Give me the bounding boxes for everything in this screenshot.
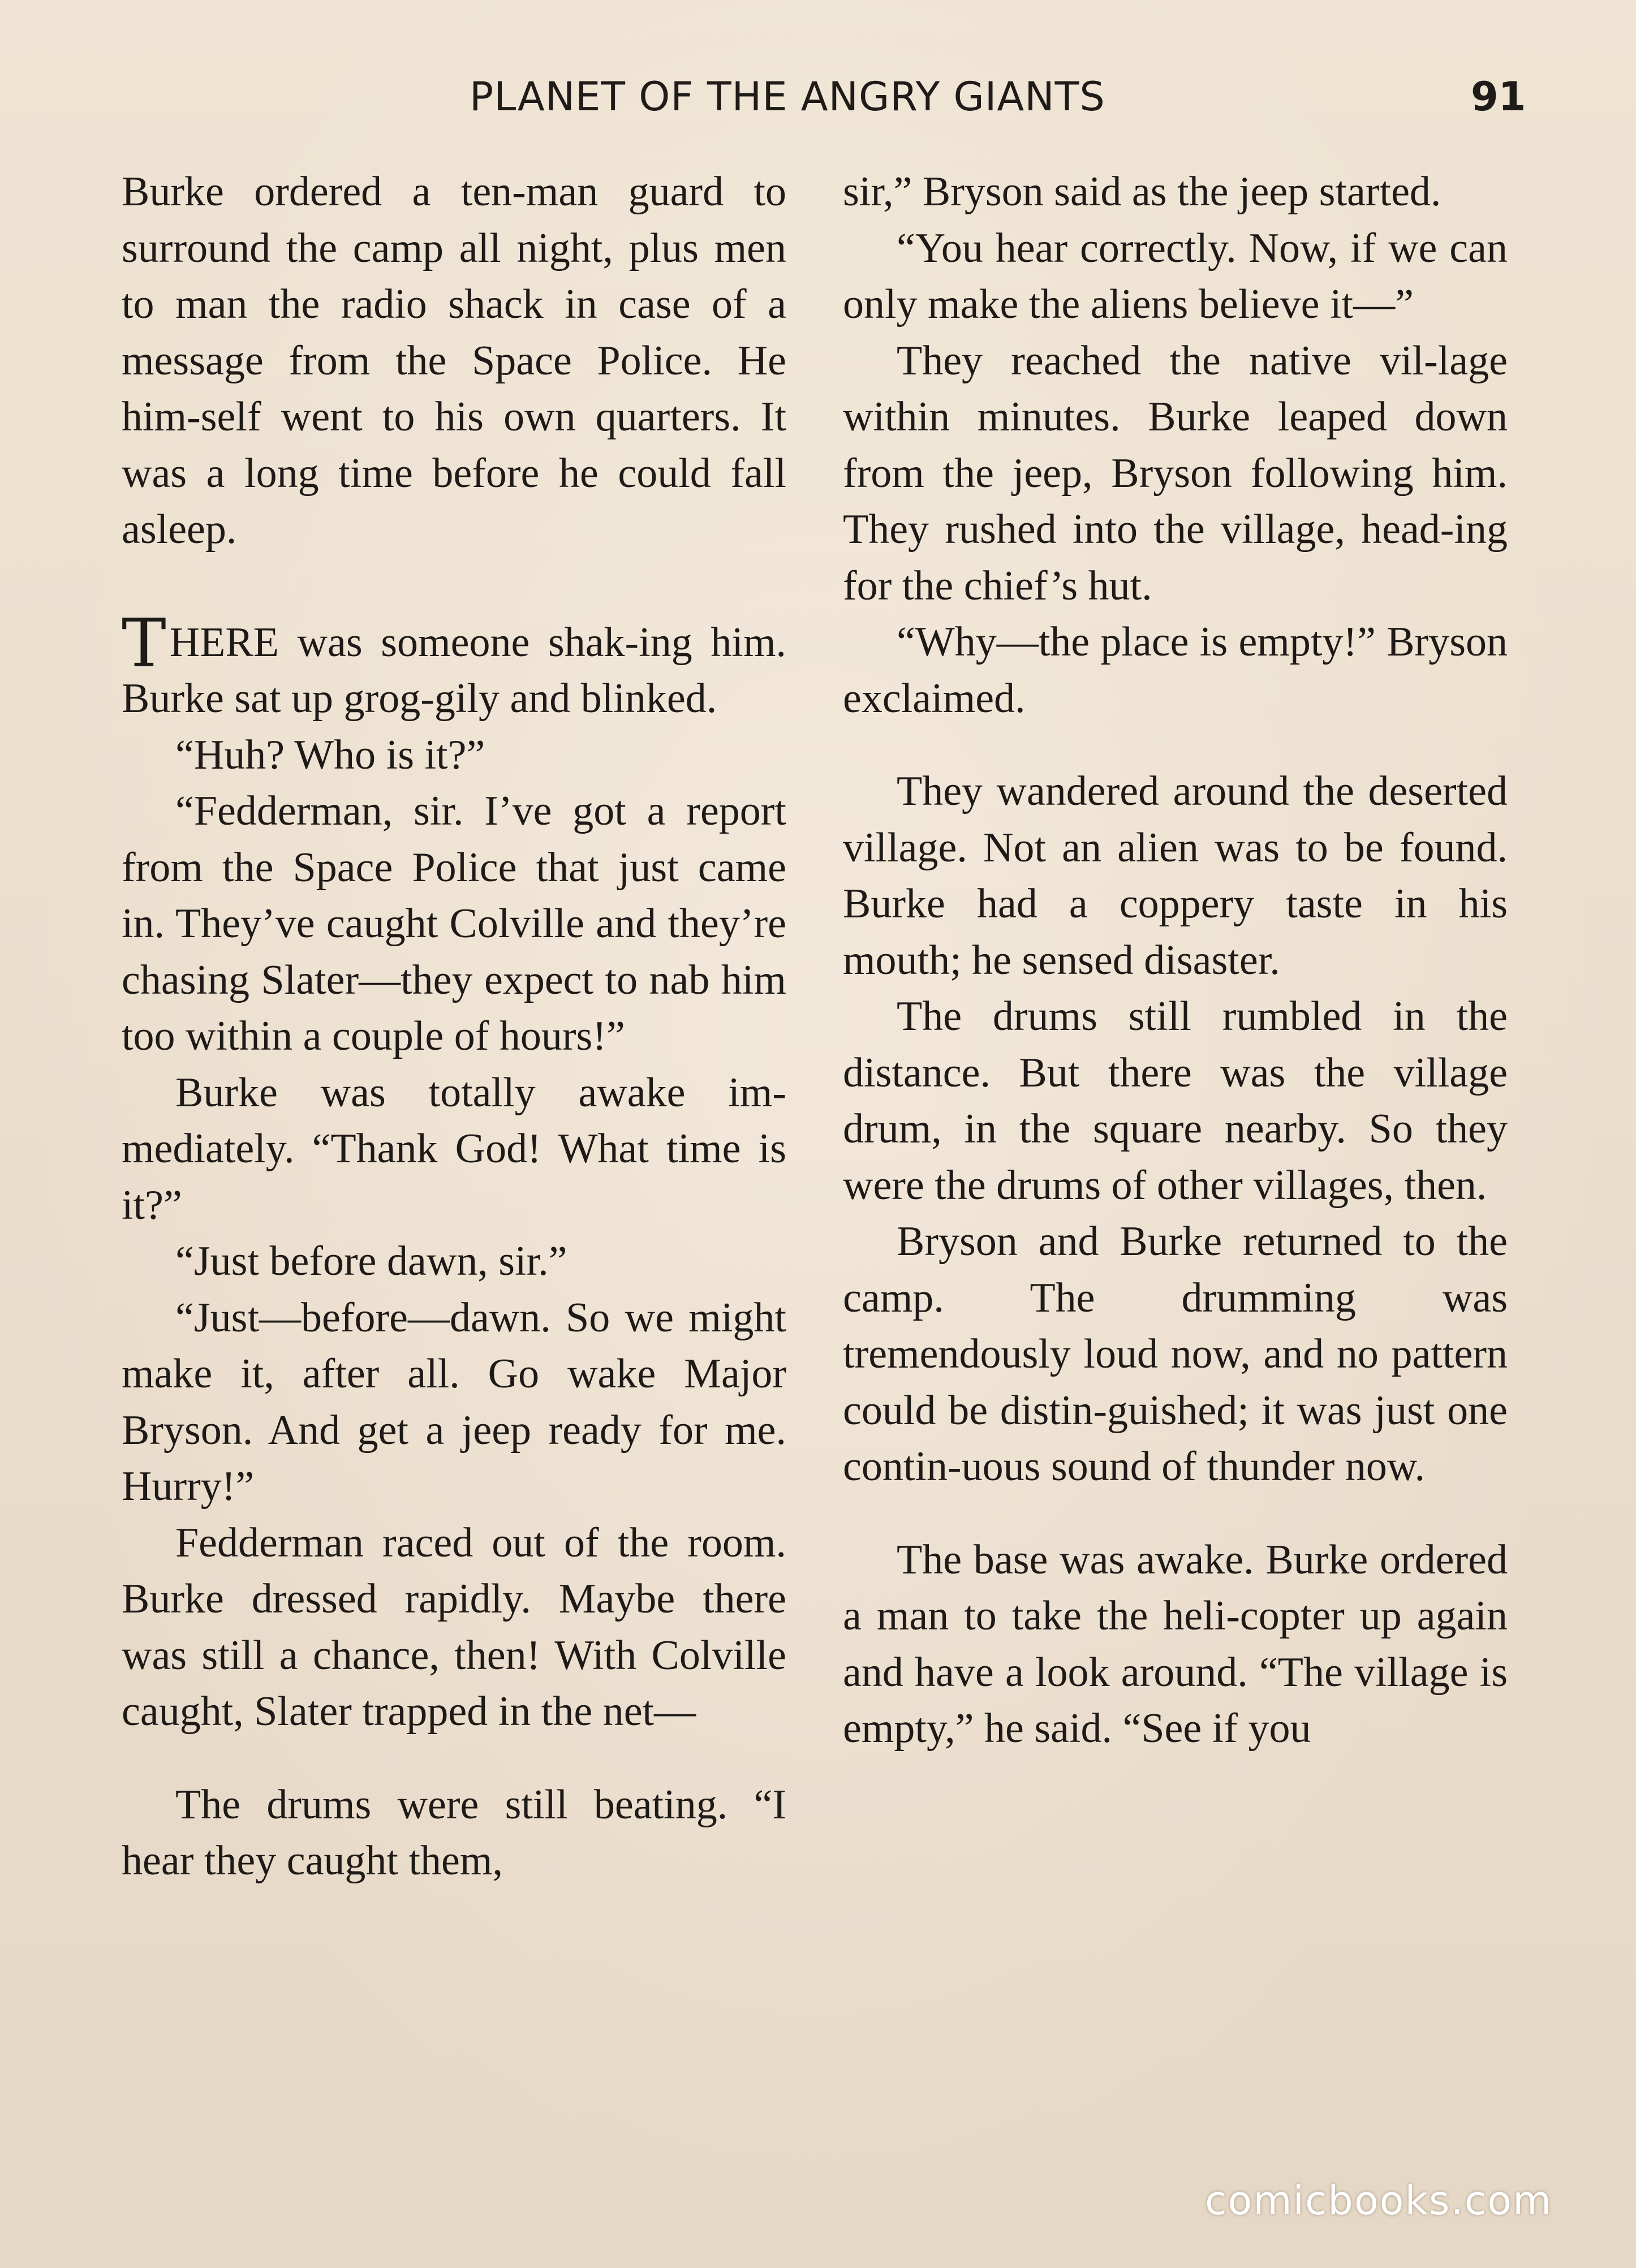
paragraph: “Just before dawn, sir.” (175, 1238, 567, 1284)
paragraph: The drums still rumbled in the distance. But there was the village drum, in the square nearby. So they were the drums of other villages, then. (843, 993, 1508, 1209)
drop-cap: T (122, 603, 166, 682)
paragraph: “Huh? Who is it?” (175, 731, 485, 778)
left-column (122, 164, 786, 1890)
paragraph: Bryson and Burke returned to the camp. The drumming was tremendously loud now, and no pattern could be distin-guished; it was just one contin-uous sound of thunder now. (843, 1218, 1508, 1490)
page-number: 91 (1471, 74, 1526, 120)
paragraph: “Why—the place is empty!” Bryson exclaimed. (843, 619, 1508, 722)
paragraph: “Just—before—dawn. So we might make it, after all. Go wake Major Bryson. And get a jeep ready for me. Hurry!” (122, 1294, 786, 1510)
paragraph-text: HERE was someone shak-ing him. Burke sat up grog-gily and blinked. (122, 619, 786, 722)
paragraph: sir,” Bryson said as the jeep started. (843, 169, 1441, 215)
section-break (843, 1495, 1508, 1532)
running-header: PLANET OF THE ANGRY GIANTS (470, 74, 1105, 120)
section-break (843, 727, 1508, 764)
paragraph: “You hear correctly. Now, if we can only make the aliens believe it—” (843, 225, 1508, 327)
paragraph: Burke ordered a ten-man guard to surround the camp all night, plus men to man the radio shack in case of a message from the Space Police. He him-self went to his own quarters. It was a long time before he could fall asleep. (122, 169, 786, 553)
paragraph-dropcap (122, 603, 786, 727)
section-break (122, 1740, 786, 1777)
paragraph: Fedderman raced out of the room. Burke dressed rapidly. Maybe there was still a chance, then! With Colville caught, Slater trapped in the net— (122, 1519, 786, 1735)
site-watermark: comicbooks.com (1205, 2178, 1553, 2224)
paragraph: The base was awake. Burke ordered a man to take the heli-copter up again and have a look around. “The village is empty,” he said. “See if you (843, 1536, 1508, 1752)
section-break (122, 558, 786, 615)
right-column (843, 164, 1508, 1757)
paragraph: “Fedderman, sir. I’ve got a report from the Space Police that just came in. They’ve caught Colville and they’re chasing Slater—they expect to nab him too within a couple of hours!” (122, 788, 786, 1059)
paragraph: Burke was totally awake im-mediately. “Thank God! What time is it?” (122, 1069, 786, 1228)
paragraph: The drums were still beating. “I hear they caught them, (122, 1781, 786, 1884)
paragraph: They wandered around the deserted village. Not an alien was to be found. Burke had a coppery taste in his mouth; he sensed disaster. (843, 768, 1508, 984)
paragraph: They reached the native vil-lage within minutes. Burke leaped down from the jeep, Bryson following him. They rushed into the village, head-ing for the chief’s hut. (843, 337, 1508, 609)
